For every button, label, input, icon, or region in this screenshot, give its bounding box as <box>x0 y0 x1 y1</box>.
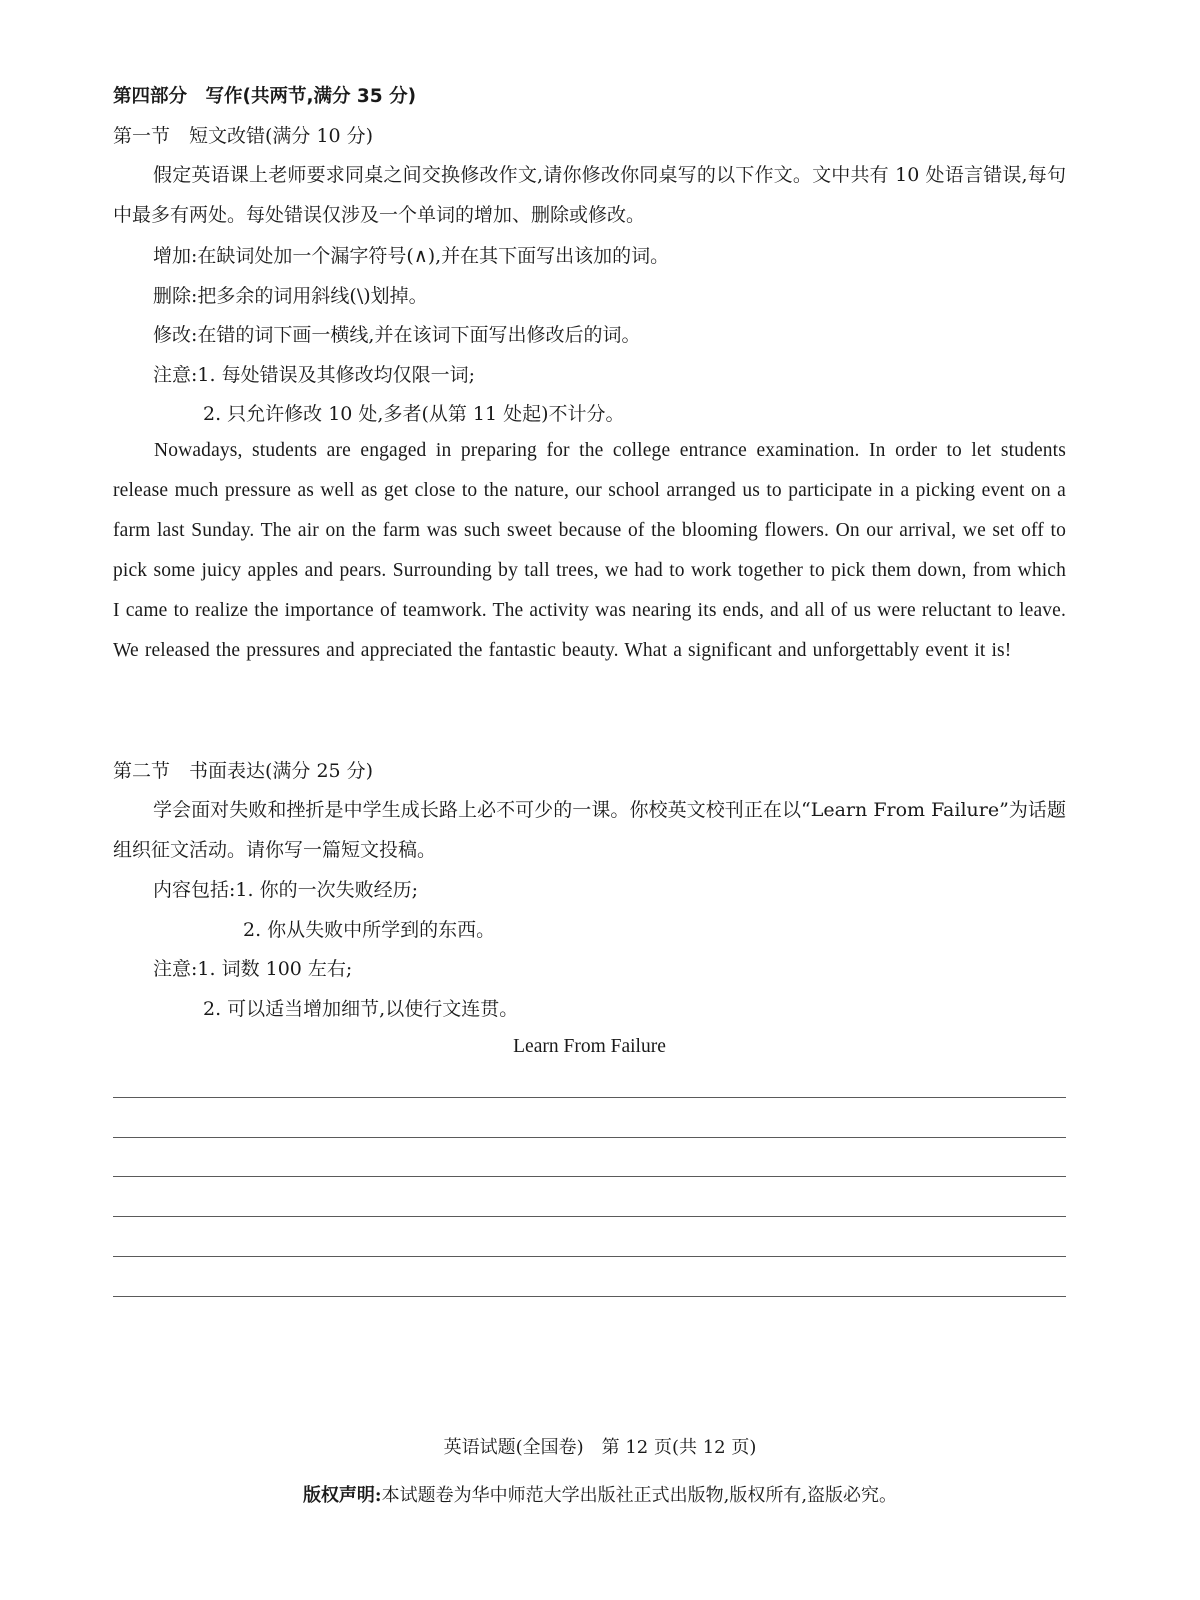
writing-line[interactable] <box>113 1216 1066 1217</box>
writing-line[interactable] <box>113 1256 1066 1257</box>
modify-rule: 修改:在错的词下画一横线,并在该词下面写出修改后的词。 <box>153 324 641 346</box>
section-2-prompt: 学会面对失败和挫折是中学生成长路上必不可少的一课。你校英文校刊正在以“Learn From Failure”为话题组织征文活动。请你写一篇短文投稿。 <box>113 799 1066 861</box>
content-requirement-2: 2. 你从失败中所学到的东西。 <box>243 919 496 941</box>
section-1-title: 第一节 短文改错(满分 10 分) <box>113 125 374 147</box>
copyright-text: 本试题卷为华中师范大学出版社正式出版物,版权所有,盗版必究。 <box>381 1485 898 1506</box>
add-rule: 增加:在缺词处加一个漏字符号(∧),并在其下面写出该加的词。 <box>153 245 670 267</box>
section-1-note-1: 注意:1. 每处错误及其修改均仅限一词; <box>153 364 475 386</box>
section-2-title: 第二节 书面表达(满分 25 分) <box>113 760 374 782</box>
page-footer: 英语试题(全国卷) 第 12 页(共 12 页) <box>443 1437 757 1458</box>
writing-line[interactable] <box>113 1137 1066 1138</box>
part-title: 第四部分 写作(共两节,满分 35 分) <box>113 86 417 107</box>
essay-title: Learn From Failure <box>513 1036 666 1057</box>
delete-rule: 删除:把多余的词用斜线(\)划掉。 <box>153 285 428 307</box>
section-2-note-2: 2. 可以适当增加细节,以使行文连贯。 <box>203 998 519 1020</box>
writing-line[interactable] <box>113 1097 1066 1098</box>
copyright-label: 版权声明: <box>302 1485 382 1506</box>
error-correction-passage: Nowadays, students are engaged in preparing for the college entrance examination. In order to let students release much pressure as well as get close to the nature, our school arranged us to participate in a picking event on a farm last Sunday. The air on the farm was such sweet because of the blooming flowers. On our arrival, we set off to pick some juicy apples and pears. Surrounding by tall trees, we had to work together to pick them down, from which I came to realize the importance of teamwork. The activity was nearing its ends, and all of us were reluctant to leave. We released the pressures and appreciated the fantastic beauty. What a significant and unforgettably event it is! <box>113 440 1066 661</box>
section-2-note-1: 注意:1. 词数 100 左右; <box>153 958 353 980</box>
writing-line[interactable] <box>113 1296 1066 1297</box>
writing-line[interactable] <box>113 1176 1066 1177</box>
content-requirement-1: 内容包括:1. 你的一次失败经历; <box>153 879 418 901</box>
section-1-note-2: 2. 只允许修改 10 处,多者(从第 11 处起)不计分。 <box>203 403 625 425</box>
copyright-notice <box>0 1484 1200 1508</box>
section-1-instruction: 假定英语课上老师要求同桌之间交换修改作文,请你修改你同桌写的以下作文。文中共有 10 处语言错误,每句中最多有两处。每处错误仅涉及一个单词的增加、删除或修改。 <box>113 164 1066 226</box>
